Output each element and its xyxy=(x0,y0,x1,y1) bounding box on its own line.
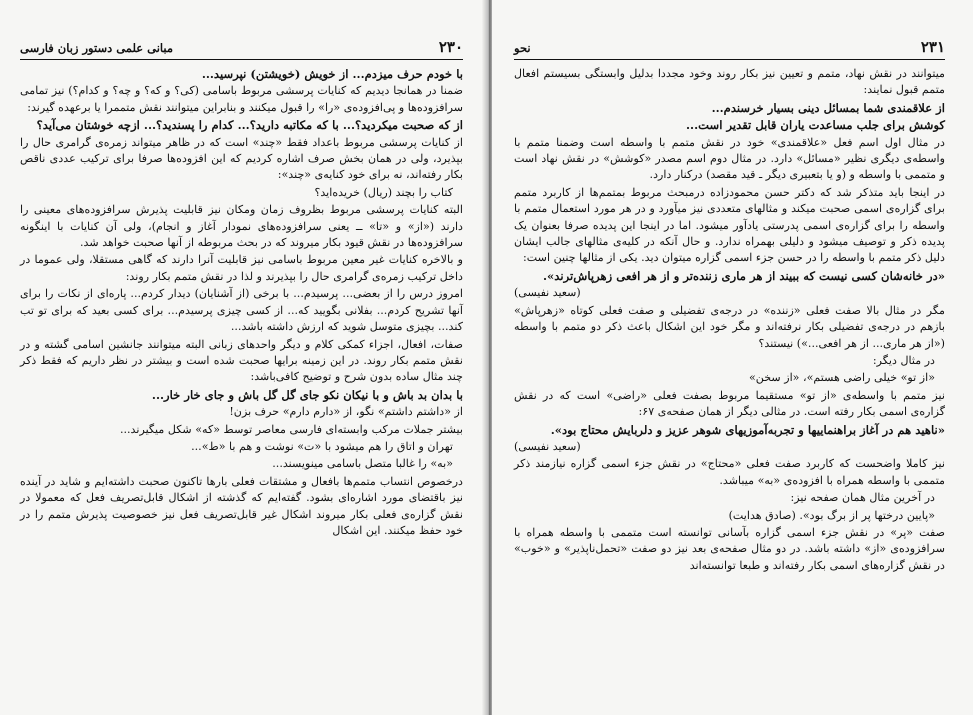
paragraph: «از تو» خیلی راضی هستم»، «از سخن» xyxy=(749,371,935,385)
paragraph: در مثال اول اسم فعل «علاقمندی» خود در نقش متمم با واسطه است وضمنا متمم با واسطه‌ی دیگری نظیر «مسائل» دارد. در مثال دوم اسم مصدر «کوشش» در نقش نهاد است و متممی با واسطه و (و یا بتعبیری دیگر ـ قید مقصد) درکنار دارد. xyxy=(514,135,945,182)
paragraph: (سعید نفیسی) xyxy=(514,286,581,300)
paragraph: تهران و اتاق را هم میشود با «ت» نوشت و هم با «ط»... xyxy=(191,439,453,453)
paragraph: نیز کاملا واضحست که کاربرد صفت فعلی «محتاج» در نقش جزء اسمی گزاره نیازمند ذکر متممی با واسطه همراه با افزوده‌ی «به» میباشد. xyxy=(514,457,945,487)
paragraph: در مثال دیگر: xyxy=(872,353,935,367)
paragraph: صفات، افعال، اجزاء کمکی کلام و دیگر واحدهای زبانی البته میتوانند جانشین اسامی گشته و در نقش متمم بکار روند. در این زمینه برایها صحبت شده است و بیشتر در نظر داریم که فقط ذکر چند مثال ساده بدون شرح و توضیح کافی‌باشد: xyxy=(20,337,463,384)
paragraph: (سعید نفیسی) xyxy=(514,439,581,453)
paragraph: مگر در مثال بالا صفت فعلی «زننده» در درجه‌ی تفضیلی و صفت فعلی کوتاه «زهرپاش» بازهم در درجه‌ی تفضیلی بکار نرفته‌اند و مگر خود این اشکال باعث ذکر دو متمم با واسطه («از هر ماری... از هر افعی...») نیستند؟ xyxy=(514,303,945,350)
right-running-title: نحو xyxy=(514,41,531,55)
left-page-number: ۲۳۰ xyxy=(438,38,463,56)
left-running-title: مبانی علمی دستور زبان فارسی xyxy=(20,41,174,55)
paragraph: صفت «پر» در نقش جزء اسمی گزاره بآسانی توانسته است متممی با واسطه همراه با سرافزوده‌ی «از» داشته باشد. در دو مثال صفحه‌ی بعد نیز دو صفت «تحمل‌ناپذیر» و «خوب» در نقش گزاره‌های اسمی بکار رفته‌اند و طبعا توانسته‌اند xyxy=(514,525,945,572)
right-page-body xyxy=(514,66,945,574)
right-page xyxy=(492,0,973,715)
left-running-head xyxy=(20,38,463,60)
paragraph: البته کنایات پرسشی مربوط بظروف زمان ومکان نیز قابلیت پذیرش سرافزوده‌های معینی را دارند («از» و «تا» ــ یعنی سرافزوده‌های نمودار آغاز و انجام)، ولی آن کنایات با اینگونه سرافزوده‌ها در نقش قیود بکار میروند که در بحث مربوطه از آنها صحبت خواهد شد. xyxy=(20,203,463,250)
paragraph: در اینجا باید متذکر شد که دکتر حسن محمودزاده درمبحث مربوط بمتمم‌ها از کاربرد متمم برای گزاره‌ی اسمی صحبت میکند و مثالهای متعددی نیز میآورد و در هر مورد استعمال متمم با واسطه را برای گزاره‌ی اسمی پدرستی یادآور میشود. اما در اینجا این پدیده صرفا بعنوان یک پدیده ذکر و توصیف میشود و دلیلی بهمراه ندارد. و حال آنکه در کلیه‌ی مثالهای جالب ایشان دلیل ذکر متمم با واسطه را در حسن جزء اسمی گزاره میتوان دید. یکی از مثالها چنین است: xyxy=(514,185,945,265)
paragraph: از که صحبت میکردید؟... با که مکاتبه دارید؟... کدام را پسندید؟... ازچه خوشتان می‌آید؟ xyxy=(36,118,463,133)
paragraph: از «داشتم داشتم» نگو، از «دارم دارم» حرف بزن! xyxy=(229,405,463,419)
right-running-head xyxy=(514,38,945,60)
paragraph: نیز متمم با واسطه‌ی «از تو» مستقیما مربوط بصفت فعلی «راضی» است که در نقش گزاره‌ی اسمی بکار رفته است. در مثالی دیگر از همان صفحه‌ی ۶۷: xyxy=(514,388,945,419)
paragraph: «به» را غالبا متصل باسامی مینویسند... xyxy=(272,457,453,471)
paragraph: بیشتر جملات مرکب وابسته‌ای فارسی معاصر توسط «که» شکل میگیرند... xyxy=(119,422,463,436)
paragraph: «ناهید هم در آغاز براهنماییها و تجربه‌آموزیهای شوهر عزیز و دلربایش محتاج بود». xyxy=(550,422,945,437)
paragraph: با بدان بد باش و با نیکان نکو جای گل گل باش و جای خار خار... xyxy=(151,387,463,402)
paragraph: از کنایات پرسشی مربوط باعداد فقط «چند» است که در ظاهر میتواند زمره‌ی گرامری حال را بپذیرد، ولی در همان بخش صرف اشاره کردیم که این افزوده‌ها صرفا برای ترکیب عددی ناقص بکار رفته‌اند، نه برای خود کنایه‌ی «چند»: xyxy=(20,135,463,182)
paragraph: میتوانند در نقش نهاد، متمم و تعیین نیز بکار روند وخود مجددا بدلیل وابستگی بسیستم افعال متمم قبول نمایند: xyxy=(514,67,945,97)
paragraph: در آخرین مثال همان صفحه نیز: xyxy=(790,491,935,505)
paragraph: کوشش برای جلب مساعدت یاران قابل تقدیر است... xyxy=(686,118,945,133)
paragraph: و بالاخره کنایات غیر معین مربوط باسامی نیز قابلیت آنرا دارند که گاهی مستقلا، ولی عموما در داخل ترکیب زمره‌ی گرامری حال را بپذیرند و لذا در نقش متمم بکار روند: xyxy=(20,253,463,283)
paragraph: امروز درس را از بعضی... پرسیدم... با برخی (از آشنایان) دیدار کردم... پاره‌ای از نکات را برای آنها تشریح کردم... بفلانی بگویید که... از کسی چیزی پرسیدم... برای کسی بعید که برای تو تب کند... بچیزی متوسل شوید که ارزش داشته باشد... xyxy=(20,287,463,334)
right-page-number: ۲۳۱ xyxy=(920,38,945,56)
paragraph: «در خانه‌شان کسی نیست که ببیند از هر ماری زننده‌تر و از هر افعی زهرپاش‌ترند». xyxy=(543,268,945,283)
paragraph: از علاقمندی شما بمسائل دینی بسیار خرسندم... xyxy=(711,100,945,115)
paragraph: با خودم حرف میزدم... از خویش (خویشتن) نپرسید... xyxy=(201,67,463,81)
paragraph: «پایین درختها پر از برگ بود». (صادق هدایت) xyxy=(728,508,935,522)
paragraph: درخصوص انتساب متمم‌ها بافعال و مشتقات فعلی بارها تاکنون صحبت داشته‌ایم و شاید در آینده نیز باقتضای مورد اشاره‌ای بشود. گفته‌ایم که گذشته از اشکال قابل‌تصریف فعل که معمولا در نقش گزاره‌ی فعلی بکار میروند اشکال غیر قابل‌تصریف فعل نیز خصوصیت پذیرش متمم را در خود حفظ میکنند. این اشکال xyxy=(20,474,463,537)
paragraph: کتاب را بچند (ریال) خریده‌اید؟ xyxy=(314,185,453,199)
paragraph: ضمنا در همانجا دیدیم که کنایات پرسشی مربوط باسامی (کی؟ و که؟ و چه؟ و کدام؟) نیز تمامی سرافزوده‌ها و پی‌افزوده‌ی «را» را قبول میکنند و بنابراین میتوانند نقش متممرا یا برعهده گیرند: xyxy=(20,84,463,114)
left-page-body xyxy=(20,66,463,539)
